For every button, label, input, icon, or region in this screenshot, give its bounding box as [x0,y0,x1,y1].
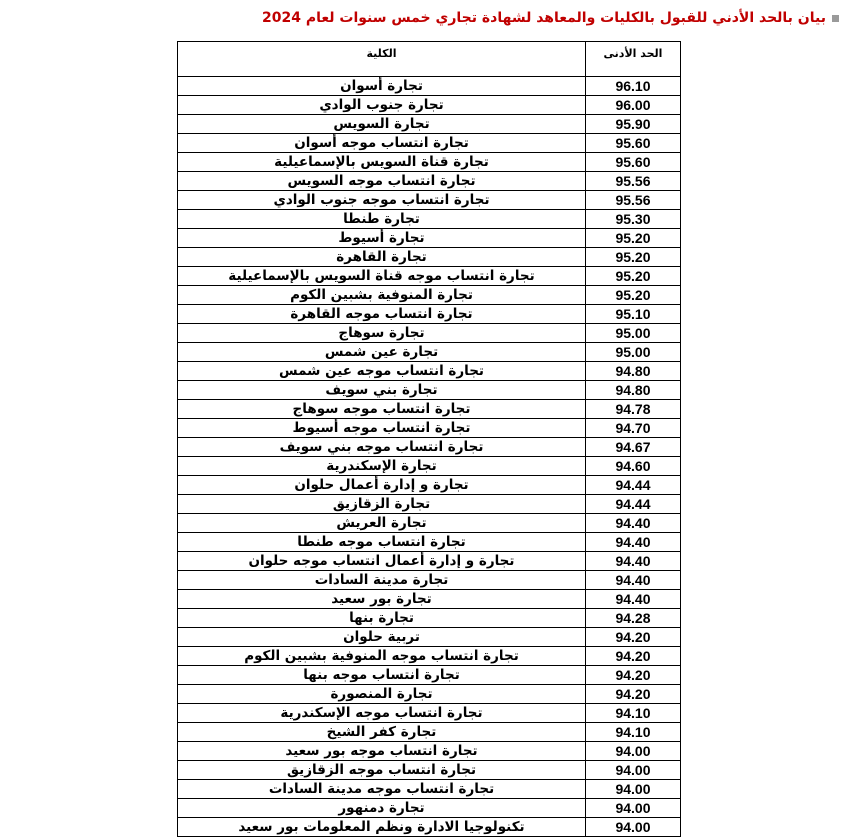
college-name-cell: تجارة انتساب موجه أسيوط [178,419,586,438]
college-name-cell: تجارة بني سويف [178,381,586,400]
min-score-cell: 94.67 [586,438,681,457]
min-score-cell: 94.00 [586,780,681,799]
table-row [178,552,681,571]
college-name-cell: تجارة انتساب موجه القاهرة [178,305,586,324]
college-name-cell: تجارة و إدارة أعمال انتساب موجه حلوان [178,552,586,571]
college-name-cell: تكنولوجيا الادارة ونظم المعلومات بور سعيد [178,818,586,837]
min-score-cell: 94.20 [586,628,681,647]
bullet-square-icon [832,15,839,22]
college-name-cell: تجارة انتساب موجه بنها [178,666,586,685]
min-score-cell: 95.56 [586,172,681,191]
min-score-cell: 94.70 [586,419,681,438]
college-name-cell: تجارة دمنهور [178,799,586,818]
table-row [178,438,681,457]
min-score-cell: 95.00 [586,343,681,362]
page-title: بيان بالحد الأدني للقبول بالكليات والمعاهد لشهادة تجاري خمس سنوات لعام 2024 [261,10,826,26]
table-row [178,286,681,305]
table-row [178,457,681,476]
college-name-cell: تجارة المنصورة [178,685,586,704]
min-score-cell: 94.28 [586,609,681,628]
table-row [178,666,681,685]
college-name-cell: تجارة انتساب موجه بني سويف [178,438,586,457]
min-score-cell: 94.78 [586,400,681,419]
college-name-cell: تجارة انتساب موجه الإسكندرية [178,704,586,723]
table-row [178,77,681,96]
college-name-cell: تجارة انتساب موجه عين شمس [178,362,586,381]
min-score-cell: 94.00 [586,818,681,837]
college-name-cell: تجارة انتساب موجه الزقازيق [178,761,586,780]
table-row [178,704,681,723]
college-name-cell: تجارة انتساب موجه بور سعيد [178,742,586,761]
college-name-cell: تجارة بور سعيد [178,590,586,609]
min-score-cell: 94.00 [586,799,681,818]
table-row [178,533,681,552]
table-row [178,476,681,495]
min-score-cell: 94.40 [586,533,681,552]
college-name-cell: تجارة انتساب موجه جنوب الوادي [178,191,586,210]
college-name-cell: تجارة الإسكندرية [178,457,586,476]
min-score-cell: 96.10 [586,77,681,96]
min-score-cell: 95.20 [586,229,681,248]
table-row [178,628,681,647]
page-title-line [262,10,839,26]
college-name-cell: تجارة القاهرة [178,248,586,267]
college-name-cell: تجارة بنها [178,609,586,628]
college-name-cell: تجارة المنوفية بشبين الكوم [178,286,586,305]
min-score-cell: 94.80 [586,381,681,400]
college-name-cell: تربية حلوان [178,628,586,647]
table-row [178,153,681,172]
college-name-cell: تجارة انتساب موجه المنوفية بشبين الكوم [178,647,586,666]
college-name-cell: تجارة سوهاج [178,324,586,343]
table-row [178,400,681,419]
college-name-cell: تجارة طنطا [178,210,586,229]
table-row [178,571,681,590]
min-score-cell: 94.10 [586,723,681,742]
college-name-cell: تجارة السويس [178,115,586,134]
header-college: الكلية [178,42,586,77]
min-score-cell: 94.00 [586,761,681,780]
min-score-cell: 95.30 [586,210,681,229]
table-row [178,229,681,248]
table-row [178,305,681,324]
table-row [178,761,681,780]
table-row [178,115,681,134]
min-score-cell: 94.80 [586,362,681,381]
table-row [178,685,681,704]
table-row [178,96,681,115]
min-score-cell: 95.56 [586,191,681,210]
college-name-cell: تجارة انتساب موجه أسوان [178,134,586,153]
table-row [178,799,681,818]
min-score-cell: 94.44 [586,476,681,495]
table-header-row [178,42,681,77]
college-name-cell: تجارة مدينة السادات [178,571,586,590]
college-name-cell: تجارة عين شمس [178,343,586,362]
table-row [178,609,681,628]
min-score-cell: 94.40 [586,590,681,609]
table-row [178,780,681,799]
table-row [178,172,681,191]
min-score-cell: 94.20 [586,666,681,685]
table-row [178,495,681,514]
table-row [178,742,681,761]
table-row [178,324,681,343]
college-name-cell: تجارة و إدارة أعمال حلوان [178,476,586,495]
college-name-cell: تجارة أسيوط [178,229,586,248]
min-score-cell: 94.20 [586,685,681,704]
min-score-cell: 95.00 [586,324,681,343]
header-min-score: الحد الأدنى [586,42,681,77]
table-row [178,381,681,400]
college-name-cell: تجارة انتساب موجه مدينة السادات [178,780,586,799]
min-score-cell: 95.60 [586,153,681,172]
college-name-cell: تجارة انتساب موجه سوهاج [178,400,586,419]
table-row [178,267,681,286]
table-row [178,343,681,362]
college-name-cell: تجارة قناة السويس بالإسماعيلية [178,153,586,172]
table-row [178,818,681,837]
min-score-cell: 94.10 [586,704,681,723]
min-score-cell: 94.44 [586,495,681,514]
college-name-cell: تجارة الزقازيق [178,495,586,514]
min-score-cell: 95.20 [586,248,681,267]
min-score-cell: 96.00 [586,96,681,115]
table-row [178,362,681,381]
table-row [178,191,681,210]
min-score-cell: 95.20 [586,267,681,286]
table-row [178,514,681,533]
college-name-cell: تجارة انتساب موجه قناة السويس بالإسماعيلية [178,267,586,286]
college-name-cell: تجارة كفر الشيخ [178,723,586,742]
college-name-cell: تجارة أسوان [178,77,586,96]
table-row [178,248,681,267]
table-row [178,723,681,742]
results-table-container [177,41,680,837]
min-score-cell: 95.10 [586,305,681,324]
min-score-cell: 94.40 [586,571,681,590]
min-score-cell: 95.90 [586,115,681,134]
college-name-cell: تجارة جنوب الوادي [178,96,586,115]
table-body [178,77,681,837]
min-score-cell: 94.20 [586,647,681,666]
min-score-cell: 95.20 [586,286,681,305]
table-row [178,419,681,438]
results-table [177,41,681,837]
college-name-cell: تجارة انتساب موجه السويس [178,172,586,191]
min-score-cell: 94.00 [586,742,681,761]
min-score-cell: 95.60 [586,134,681,153]
min-score-cell: 94.40 [586,552,681,571]
college-name-cell: تجارة العريش [178,514,586,533]
min-score-cell: 94.40 [586,514,681,533]
college-name-cell: تجارة انتساب موجه طنطا [178,533,586,552]
table-row [178,647,681,666]
table-row [178,210,681,229]
table-row [178,134,681,153]
min-score-cell: 94.60 [586,457,681,476]
table-row [178,590,681,609]
